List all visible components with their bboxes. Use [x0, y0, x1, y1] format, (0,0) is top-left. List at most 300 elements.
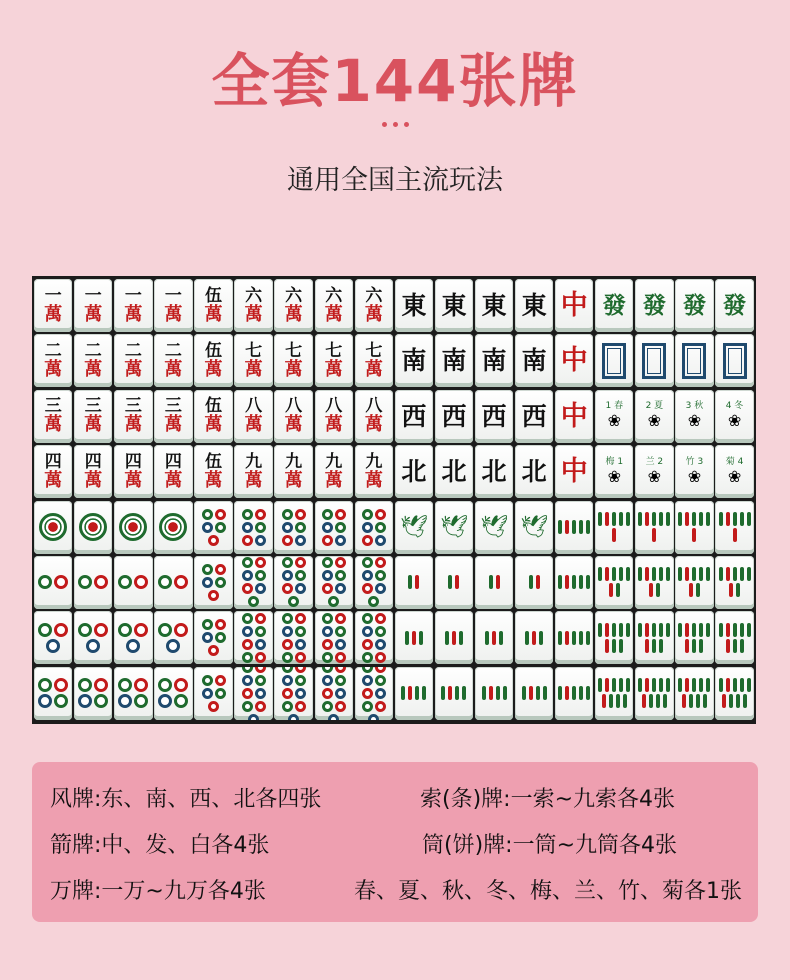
info-wind: 风牌:东、南、西、北各四张 [50, 787, 322, 812]
pip-icon [322, 613, 333, 624]
pip-icon [375, 639, 386, 650]
bamboo-stick-icon [459, 631, 463, 645]
pip-icon [38, 575, 52, 589]
mahjong-tile [555, 445, 593, 498]
pip-icon [375, 535, 386, 546]
bamboo-stick-icon [736, 583, 740, 597]
mahjong-tile [315, 611, 353, 664]
bamboo-stick-icon [685, 623, 689, 637]
circle-pips [237, 667, 271, 720]
bamboo-stick-icon [740, 678, 744, 692]
wan-char: 萬 [164, 414, 183, 436]
pip-icon [335, 675, 346, 686]
pip-icon [38, 694, 52, 708]
bamboo-stick-icon [747, 678, 751, 692]
flower-icon: ❀ [727, 466, 742, 486]
bamboo-stick-icon [719, 678, 723, 692]
bamboo-stick-icon [455, 686, 459, 700]
mahjong-tile [74, 334, 112, 387]
pip-icon [322, 570, 333, 581]
bamboo-stick-icon [605, 678, 609, 692]
pip-icon [38, 678, 52, 692]
pip-icon [295, 570, 306, 581]
pip-icon [126, 639, 140, 653]
bamboo-stick-icon [408, 686, 412, 700]
mahjong-tile [715, 390, 753, 443]
tile-number-char: 伍 [205, 396, 222, 417]
pip-icon [202, 564, 213, 575]
pip-icon [255, 626, 266, 637]
mahjong-tile [595, 667, 633, 720]
bamboo-stick-icon [612, 567, 616, 581]
bamboo-stick-icon [558, 686, 562, 700]
wan-char: 萬 [204, 414, 223, 436]
mahjong-tile [675, 334, 713, 387]
wan-char: 萬 [164, 469, 183, 491]
pip-icon [255, 535, 266, 546]
mahjong-tile [355, 390, 393, 443]
bamboo-sticks [517, 686, 551, 700]
tile-number-char: 七 [245, 340, 263, 361]
pip-icon [118, 575, 132, 589]
wan-char: 萬 [324, 469, 343, 491]
tile-number-char: 伍 [205, 451, 222, 472]
page-title: 全套144张牌 [211, 47, 579, 115]
pip-icon [375, 557, 386, 568]
pip-icon [242, 639, 253, 650]
bamboo-sticks [557, 520, 591, 534]
wan-char: 萬 [44, 358, 63, 380]
circle-pips [36, 575, 70, 589]
bamboo-stick-icon [452, 631, 456, 645]
fa-char: 發 [682, 292, 706, 319]
tile-number-char: 四 [124, 451, 142, 472]
bamboo-stick-icon [598, 623, 602, 637]
tile-number-char: 四 [164, 451, 182, 472]
bamboo-stick-icon [703, 694, 707, 708]
pip-icon [282, 522, 293, 533]
bamboo-sticks [597, 567, 631, 597]
bamboo-stick-icon [529, 686, 533, 700]
bamboo-stick-icon [638, 567, 642, 581]
pip-icon [242, 626, 253, 637]
mahjong-tile [715, 501, 753, 554]
circle-pips [156, 623, 190, 653]
bamboo-stick-icon [740, 639, 744, 653]
wan-char: 萬 [84, 469, 103, 491]
white-dragon-frame-icon [682, 343, 706, 379]
mahjong-tile [675, 279, 713, 332]
mahjong-tile [74, 279, 112, 332]
pip-icon [255, 570, 266, 581]
bamboo-stick-icon [706, 623, 710, 637]
mahjong-tile [74, 611, 112, 664]
bamboo-sticks [718, 512, 752, 542]
flower-label: 菊 4 [725, 456, 744, 467]
mahjong-tile [595, 501, 633, 554]
pip-icon [362, 701, 373, 712]
bamboo-stick-icon [659, 623, 663, 637]
bamboo-stick-icon [652, 639, 656, 653]
bamboo-stick-icon [696, 583, 700, 597]
mahjong-tile [34, 556, 72, 609]
bamboo-stick-icon [572, 686, 576, 700]
circle-pips [237, 509, 271, 546]
tile-number-char: 六 [285, 285, 303, 306]
white-dragon-frame-icon [642, 343, 666, 379]
tile-number-char: 七 [325, 340, 343, 361]
bamboo-stick-icon [616, 694, 620, 708]
white-dragon-frame-icon [723, 343, 747, 379]
pip-icon [202, 619, 213, 630]
pip-icon [208, 645, 219, 656]
bamboo-stick-icon [605, 639, 609, 653]
pip-icon [78, 678, 92, 692]
mahjong-tile [435, 334, 473, 387]
circle-pips [317, 557, 351, 607]
bamboo-stick-icon [726, 678, 730, 692]
bamboo-stick-icon [656, 694, 660, 708]
bamboo-stick-icon [558, 631, 562, 645]
pip-icon [202, 632, 213, 643]
bamboo-stick-icon [733, 528, 737, 542]
bamboo-stick-icon [565, 575, 569, 589]
circle-pips [357, 613, 391, 663]
pip-icon [295, 509, 306, 520]
wan-char: 萬 [244, 469, 263, 491]
mahjong-tile [355, 667, 393, 720]
bamboo-stick-icon [586, 686, 590, 700]
bamboo-stick-icon [685, 512, 689, 526]
wind-char: 西 [441, 401, 467, 431]
tile-number-char: 三 [124, 396, 142, 417]
wan-char: 萬 [364, 358, 383, 380]
wan-char: 萬 [324, 303, 343, 325]
pip-icon [202, 675, 213, 686]
mahjong-tile [315, 556, 353, 609]
pip-icon [362, 570, 373, 581]
tile-number-char: 八 [365, 396, 383, 417]
pip-icon [215, 632, 226, 643]
pip-icon [375, 652, 386, 663]
wan-char: 萬 [284, 358, 303, 380]
circle-pips [237, 613, 271, 663]
bamboo-stick-icon [638, 678, 642, 692]
pip-icon [335, 688, 346, 699]
mahjong-tile [274, 334, 312, 387]
circle-pips [36, 513, 70, 541]
mahjong-tile [675, 667, 713, 720]
circle-pips [277, 613, 311, 663]
pip-icon [322, 675, 333, 686]
info-character: 万牌:一万~九万各4张 [50, 879, 266, 904]
pip-icon [288, 596, 299, 607]
pip-icon [242, 701, 253, 712]
bamboo-sticks [397, 575, 431, 589]
pip-icon [362, 626, 373, 637]
bamboo-stick-icon [685, 678, 689, 692]
bamboo-stick-icon [619, 639, 623, 653]
bamboo-stick-icon [692, 623, 696, 637]
bamboo-stick-icon [699, 623, 703, 637]
mahjong-tile [435, 501, 473, 554]
mahjong-tile [274, 611, 312, 664]
bamboo-stick-icon [699, 567, 703, 581]
mahjong-tile [34, 334, 72, 387]
mahjong-tile [114, 667, 152, 720]
tile-number-char: 三 [84, 396, 102, 417]
wan-char: 萬 [204, 303, 223, 325]
pip-icon [134, 678, 148, 692]
bamboo-stick-icon [492, 631, 496, 645]
pip-icon [255, 509, 266, 520]
mahjong-tile [515, 334, 553, 387]
bamboo-stick-icon [462, 686, 466, 700]
circle-pips [237, 557, 271, 607]
tile-number-char: 二 [124, 340, 142, 361]
bamboo-stick-icon [496, 575, 500, 589]
circle-pips [197, 619, 231, 656]
bird-icon: 🕊 [399, 514, 428, 540]
page-subtitle: 通用全国主流玩法 [287, 165, 503, 196]
mahjong-tile [74, 667, 112, 720]
pip-icon [282, 667, 293, 673]
tile-number-char: 九 [285, 451, 303, 472]
tile-number-char: 三 [164, 396, 182, 417]
bamboo-stick-icon [747, 512, 751, 526]
pip-icon [368, 714, 379, 720]
pip-icon [255, 583, 266, 594]
zhong-char: 中 [560, 456, 588, 488]
pip-icon [242, 535, 253, 546]
tile-number-char: 二 [164, 340, 182, 361]
flower-icon: ❀ [607, 466, 621, 486]
mahjong-tile [234, 501, 272, 554]
mahjong-tile [515, 611, 553, 664]
wan-char: 萬 [244, 414, 263, 436]
bamboo-stick-icon [609, 583, 613, 597]
mahjong-tile [515, 445, 553, 498]
pip-icon [158, 623, 172, 637]
bamboo-stick-icon [503, 686, 507, 700]
pip-icon [54, 623, 68, 637]
mahjong-tile [555, 279, 593, 332]
pip-icon [295, 583, 306, 594]
pip-icon [38, 623, 52, 637]
wan-char: 萬 [244, 303, 263, 325]
pip-icon [202, 522, 213, 533]
flower-label: 兰 2 [645, 456, 664, 467]
mahjong-tile [635, 279, 673, 332]
pip-icon [174, 694, 188, 708]
bamboo-stick-icon [623, 694, 627, 708]
mahjong-tile [355, 279, 393, 332]
mahjong-tile [395, 445, 433, 498]
pip-icon [242, 570, 253, 581]
pip-icon [335, 509, 346, 520]
pip-icon [295, 535, 306, 546]
circle-pips [277, 667, 311, 720]
bamboo-stick-icon [539, 631, 543, 645]
mahjong-tile [234, 667, 272, 720]
bamboo-stick-icon [558, 575, 562, 589]
bamboo-stick-icon [638, 512, 642, 526]
circle-pips [116, 513, 150, 541]
mahjong-tile [515, 390, 553, 443]
pip-icon [322, 509, 333, 520]
bamboo-sticks [557, 575, 591, 589]
mahjong-tile [154, 501, 192, 554]
tile-number-char: 八 [245, 396, 263, 417]
zhong-char: 中 [560, 345, 588, 377]
bamboo-stick-icon [685, 567, 689, 581]
pip-icon [282, 701, 293, 712]
wind-char: 東 [401, 291, 427, 320]
info-dragon: 箭牌:中、发、白各4张 [50, 833, 270, 858]
bamboo-stick-icon [525, 631, 529, 645]
wind-char: 東 [441, 291, 467, 320]
bamboo-stick-icon [532, 631, 536, 645]
bamboo-stick-icon [522, 686, 526, 700]
pip-icon [282, 535, 293, 546]
bamboo-sticks [397, 686, 431, 700]
pip-icon [94, 623, 108, 637]
pip-icon [215, 509, 226, 520]
bamboo-stick-icon [747, 623, 751, 637]
pip-icon [78, 623, 92, 637]
flower-label: 2 夏 [645, 401, 664, 412]
mahjong-tile [435, 611, 473, 664]
bamboo-stick-icon [692, 512, 696, 526]
wind-char: 西 [481, 401, 507, 431]
pip-icon [248, 714, 259, 720]
mahjong-tile [635, 611, 673, 664]
bamboo-stick-icon [659, 639, 663, 653]
pip-icon [215, 688, 226, 699]
wan-char: 萬 [324, 414, 343, 436]
wan-char: 萬 [44, 469, 63, 491]
bamboo-sticks [677, 512, 711, 542]
bamboo-stick-icon [740, 512, 744, 526]
bamboo-sticks [397, 631, 431, 645]
mahjong-tile [635, 445, 673, 498]
mahjong-tile [595, 390, 633, 443]
bamboo-stick-icon [685, 639, 689, 653]
circle-pips [317, 613, 351, 663]
flower-label: 1 春 [605, 401, 624, 412]
bamboo-stick-icon [489, 575, 493, 589]
pip-icon [215, 675, 226, 686]
pip-icon [39, 513, 67, 541]
mahjong-tile [555, 501, 593, 554]
tile-info-panel [32, 762, 758, 922]
bamboo-stick-icon [612, 623, 616, 637]
bamboo-stick-icon [678, 512, 682, 526]
mahjong-tile [475, 334, 513, 387]
mahjong-tile [555, 390, 593, 443]
wan-char: 萬 [84, 303, 103, 325]
mahjong-tile [114, 279, 152, 332]
bamboo-stick-icon [678, 678, 682, 692]
bamboo-stick-icon [652, 528, 656, 542]
tile-number-char: 二 [84, 340, 102, 361]
pip-icon [375, 626, 386, 637]
bamboo-stick-icon [598, 678, 602, 692]
bamboo-stick-icon [408, 575, 412, 589]
mahjong-tile [34, 501, 72, 554]
pip-icon [255, 613, 266, 624]
mahjong-tile [595, 611, 633, 664]
pip-icon [158, 694, 172, 708]
pip-icon [322, 688, 333, 699]
bamboo-stick-icon [612, 512, 616, 526]
pip-icon [242, 557, 253, 568]
mahjong-tile [114, 501, 152, 554]
pip-icon [362, 557, 373, 568]
tile-number-char: 八 [325, 396, 343, 417]
mahjong-tile [34, 611, 72, 664]
mahjong-tile [194, 611, 232, 664]
mahjong-tile [395, 334, 433, 387]
mahjong-tile [515, 667, 553, 720]
info-circle: 筒(饼)牌:一筒~九筒各4张 [422, 833, 678, 858]
mahjong-tile [475, 611, 513, 664]
bamboo-stick-icon [706, 567, 710, 581]
fa-char: 發 [602, 292, 626, 319]
mahjong-tile [234, 390, 272, 443]
pip-icon [375, 509, 386, 520]
bamboo-sticks [557, 686, 591, 700]
pip-icon [335, 522, 346, 533]
pip-icon [375, 675, 386, 686]
pip-icon [255, 557, 266, 568]
bamboo-stick-icon [656, 583, 660, 597]
wan-char: 萬 [284, 414, 303, 436]
bamboo-stick-icon [719, 512, 723, 526]
pip-icon [174, 678, 188, 692]
pip-icon [362, 639, 373, 650]
mahjong-tile [355, 556, 393, 609]
pip-icon [208, 590, 219, 601]
mahjong-tile [234, 445, 272, 498]
mahjong-tile [715, 556, 753, 609]
bamboo-stick-icon [579, 686, 583, 700]
bamboo-stick-icon [689, 694, 693, 708]
circle-pips [156, 575, 190, 589]
wan-char: 萬 [364, 469, 383, 491]
tile-number-char: 伍 [205, 340, 222, 361]
mahjong-tile [435, 556, 473, 609]
mahjong-tile [194, 279, 232, 332]
pip-icon [295, 522, 306, 533]
bird-icon: 🕊 [520, 514, 549, 540]
pip-icon [255, 522, 266, 533]
mahjong-tile [355, 501, 393, 554]
mahjong-tile [515, 279, 553, 332]
mahjong-tile [34, 667, 72, 720]
mahjong-tile [194, 390, 232, 443]
wan-char: 萬 [164, 303, 183, 325]
circle-pips [317, 509, 351, 546]
mahjong-tile [675, 501, 713, 554]
wind-char: 北 [521, 457, 547, 487]
bamboo-stick-icon [415, 686, 419, 700]
pip-icon [282, 639, 293, 650]
bamboo-stick-icon [412, 631, 416, 645]
bamboo-stick-icon [706, 512, 710, 526]
pip-icon [255, 652, 266, 663]
pip-icon [335, 626, 346, 637]
